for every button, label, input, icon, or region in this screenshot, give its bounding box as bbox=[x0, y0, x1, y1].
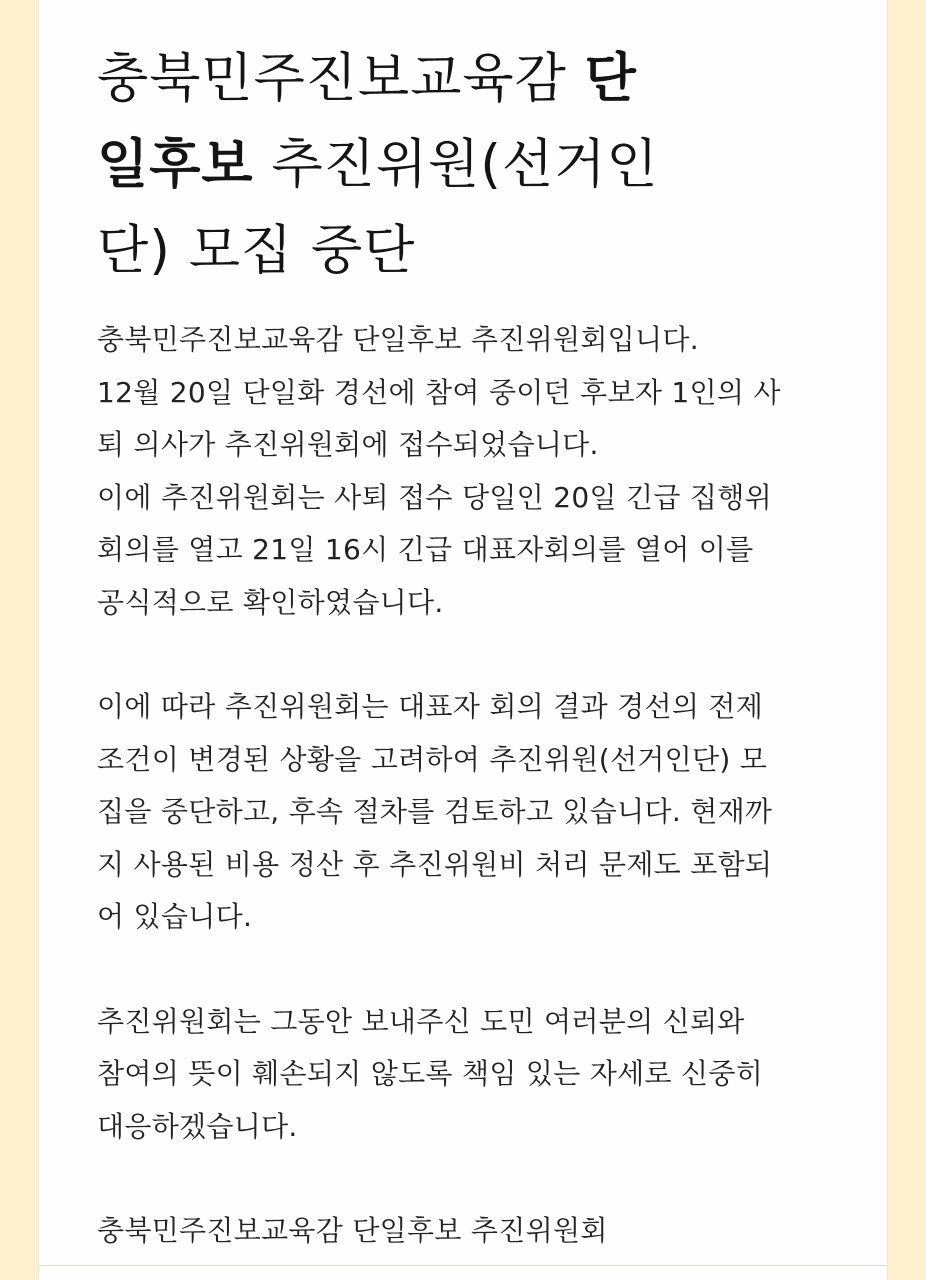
headline-part-1: 충북민주진보교육감 bbox=[97, 48, 585, 109]
paragraph-line: 12월 20일 단일화 경선에 참여 중이던 후보자 1인의 사 bbox=[97, 375, 781, 409]
article-content bbox=[97, 36, 827, 1258]
paragraph-line: 이에 따라 추진위원회는 대표자 회의 결과 경선의 전제 bbox=[97, 690, 764, 723]
headline-bold-line-2: 일후보 bbox=[97, 134, 254, 195]
paragraph-1 bbox=[97, 314, 827, 629]
paragraph-line: 집을 중단하고, 후속 절차를 검토하고 있습니다. 현재까 bbox=[97, 795, 773, 828]
paragraph-line: 이에 추진위원회는 사퇴 접수 당일인 20일 긴급 집행위 bbox=[97, 480, 772, 514]
paragraph-3 bbox=[97, 996, 827, 1154]
page-margin-left bbox=[0, 0, 38, 1280]
paragraph-line: 대응하겠습니다. bbox=[97, 1109, 298, 1143]
signature-line bbox=[97, 1205, 827, 1258]
card-divider bbox=[39, 1265, 887, 1266]
article-card bbox=[38, 0, 888, 1280]
paragraph-line: 조건이 변경된 상황을 고려하여 추진위원(선거인단) 모 bbox=[97, 742, 768, 776]
paragraph-line: 참여의 뜻이 훼손되지 않도록 책임 있는 자세로 신중히 bbox=[97, 1057, 764, 1090]
paragraph-line: 지 사용된 비용 정산 후 추진위원비 처리 문제도 포함되 bbox=[97, 847, 773, 881]
headline-line-3: 단) 모집 중단 bbox=[97, 220, 416, 281]
headline-line-2-rest: 추진위원(선거인 bbox=[253, 134, 659, 195]
paragraph-line: 추진위원회는 그동안 보내주신 도민 여러분의 신뢰와 bbox=[97, 1004, 745, 1038]
paragraph-line: 퇴 의사가 추진위원회에 접수되었습니다. bbox=[97, 428, 599, 461]
page-margin-right bbox=[888, 0, 926, 1280]
article-headline bbox=[97, 36, 827, 294]
paragraph-line: 충북민주진보교육감 단일후보 추진위원회입니다. bbox=[97, 323, 699, 356]
paragraph-line: 회의를 열고 21일 16시 긴급 대표자회의를 열어 이를 bbox=[97, 533, 754, 566]
paragraph-line: 어 있습니다. bbox=[97, 900, 253, 933]
article-body bbox=[97, 314, 827, 1258]
paragraph-line: 공식적으로 확인하였습니다. bbox=[97, 585, 444, 619]
paragraph-line: 충북민주진보교육감 단일후보 추진위원회 bbox=[97, 1214, 608, 1247]
headline-bold-line-1: 단 bbox=[584, 48, 637, 109]
paragraph-2 bbox=[97, 681, 827, 944]
